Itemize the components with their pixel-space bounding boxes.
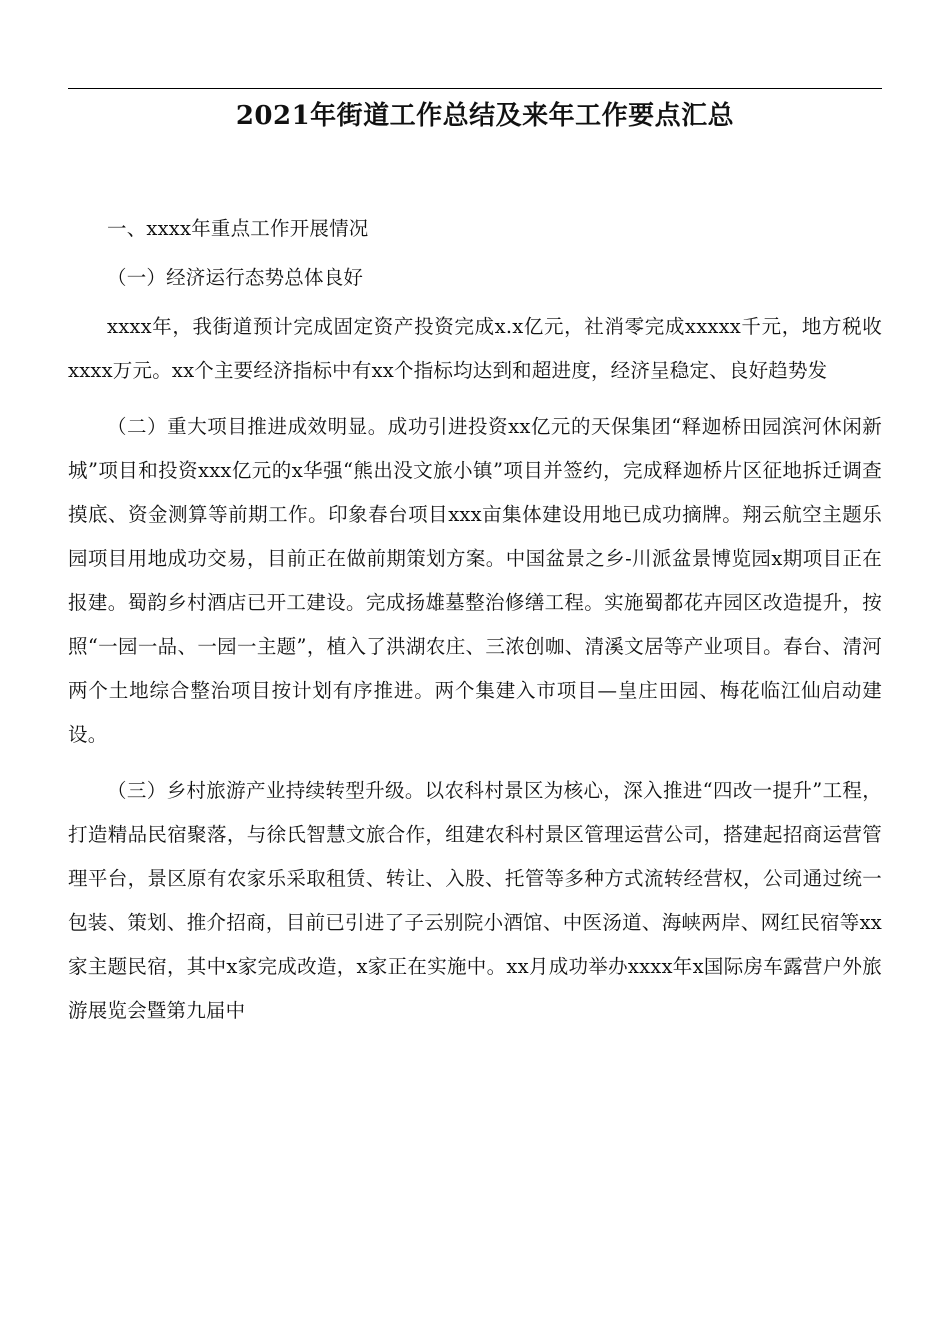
subsection-heading-economy: （一）经济运行态势总体良好	[107, 266, 364, 289]
header-rule	[68, 88, 882, 89]
section-heading: 一、xxxx年重点工作开展情况	[107, 217, 369, 240]
document-body	[68, 207, 882, 1033]
paragraph-major-projects: （二）重大项目推进成效明显。成功引进投资xx亿元的天保集团“释迦桥田园滨河休闲新城”项目和投资xxx亿元的x华强“熊出没文旅小镇”项目并签约，完成释迦桥片区征地拆迁调查摸底、资金测算等前期工作。印象春台项目xxx亩集体建设用地已成功摘牌。翔云航空主题乐园项目用地成功交易，目前正在做前期策划方案。中国盆景之乡-川派盆景博览园x期项目正在报建。蜀韵乡村酒店已开工建设。完成扬雄墓整治修缮工程。实施蜀都花卉园区改造提升，按照“一园一品、一园一主题”，植入了洪湖农庄、三浓创咖、清溪文居等产业项目。春台、清河两个土地综合整治项目按计划有序推进。两个集建入市项目—皇庄田园、梅花临江仙启动建设。	[68, 415, 882, 746]
paragraph-rural-tourism: （三）乡村旅游产业持续转型升级。以农科村景区为核心，深入推进“四改一提升”工程，打造精品民宿聚落，与徐氏智慧文旅合作，组建农科村景区管理运营公司，搭建起招商运营管理平台，景区原有农家乐采取租赁、转让、入股、托管等多种方式流转经营权，公司通过统一包装、策划、推介招商，目前已引进了子云别院小酒馆、中医汤道、海峡两岸、网红民宿等xx家主题民宿，其中x家完成改造，x家正在实施中。xx月成功举办xxxx年x国际房车露营户外旅游展览会暨第九届中	[68, 779, 882, 1022]
document-title: 2021年街道工作总结及来年工作要点汇总	[235, 101, 735, 131]
paragraph-economy: xxxx年，我街道预计完成固定资产投资完成x.x亿元，社消零完成xxxxx千元，地方税收xxxx万元。xx个主要经济指标中有xx个指标均达到和超进度，经济呈稳定、良好趋势发	[68, 315, 882, 382]
